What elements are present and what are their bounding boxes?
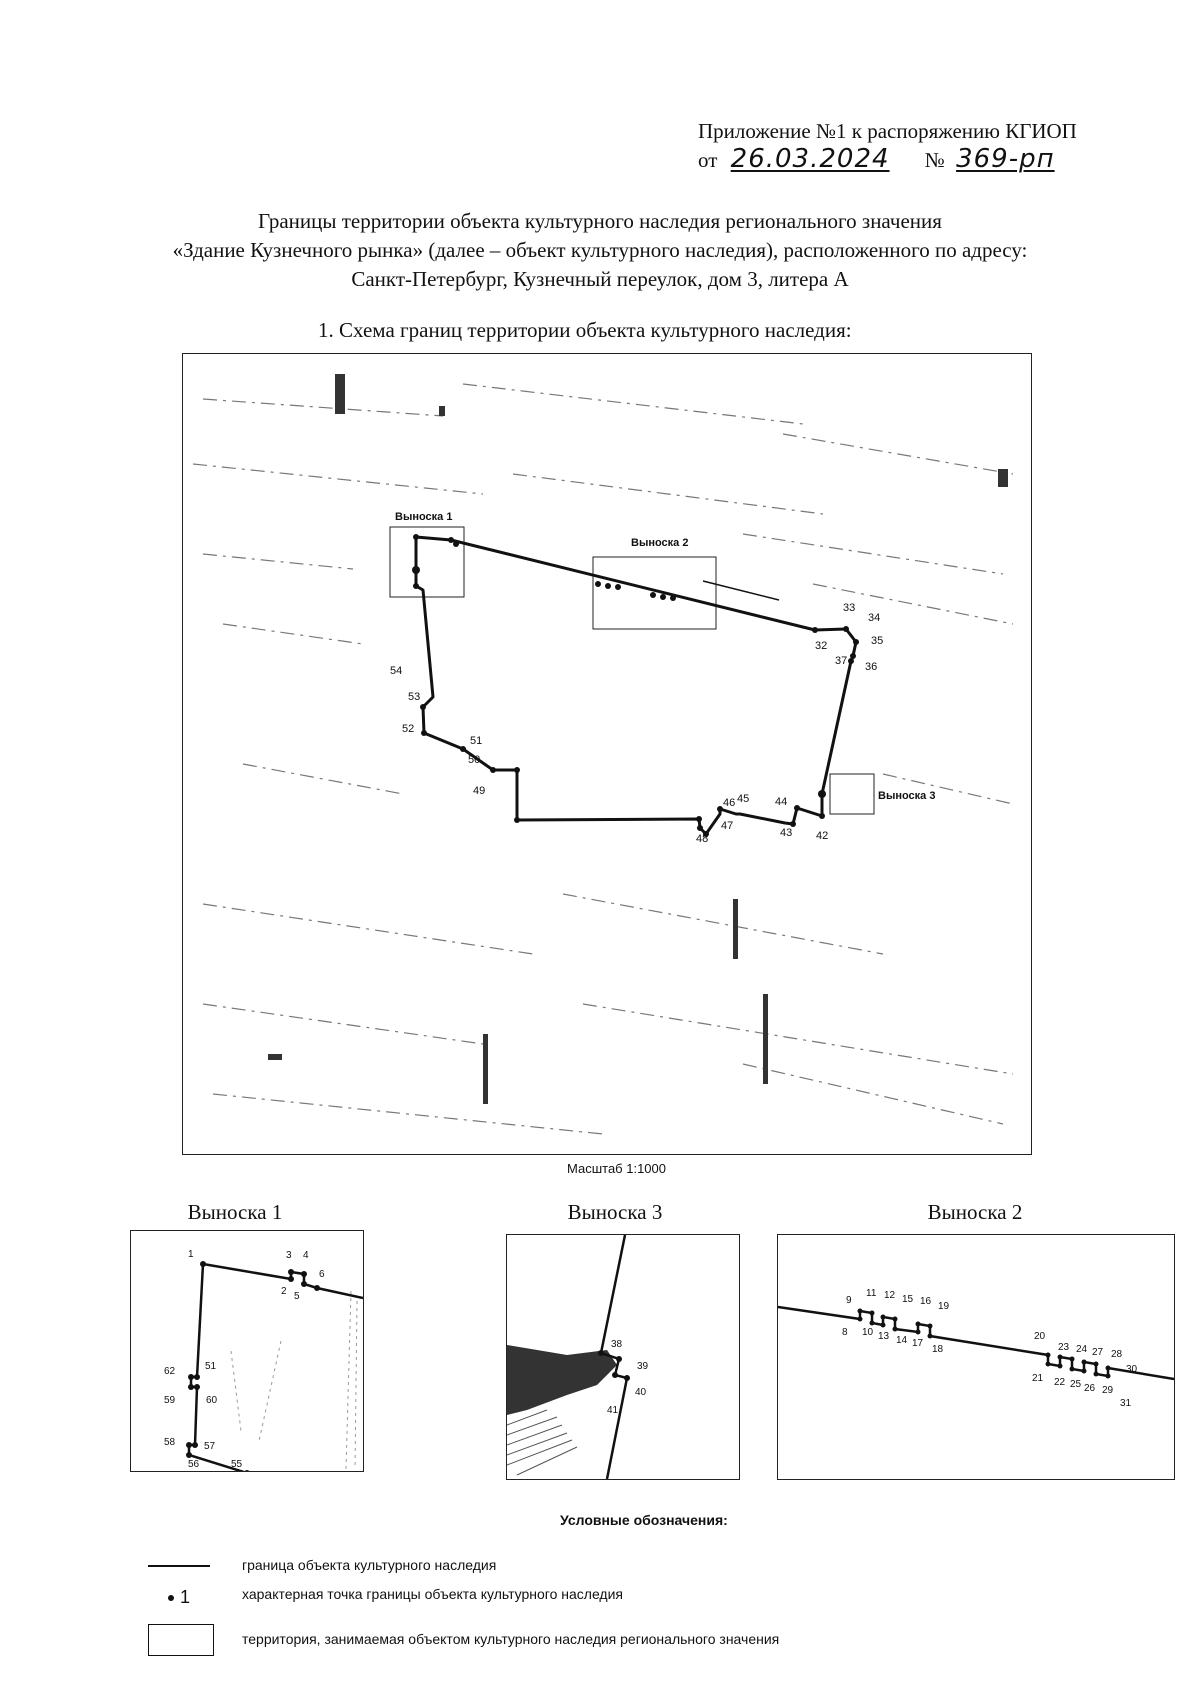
- point-label: 34: [868, 612, 881, 624]
- callout-3-label: Выноска 3: [878, 790, 936, 802]
- point-label: 1: [188, 1249, 194, 1260]
- point-label: 9: [846, 1295, 852, 1306]
- point-label: 55: [231, 1459, 243, 1470]
- order-date: 26.03.2024: [730, 144, 890, 174]
- callout-3-box: [830, 774, 874, 814]
- point-label: 52: [402, 723, 415, 735]
- point-label: 62: [164, 1366, 176, 1377]
- point-label: 57: [204, 1441, 216, 1452]
- north-line: [703, 581, 779, 600]
- point-label: 13: [878, 1331, 890, 1342]
- background-lines: [193, 384, 1013, 1134]
- point-label: 48: [696, 833, 709, 845]
- inset-1-caption: Выноска 1: [187, 1200, 283, 1224]
- inset-3-hatching: [507, 1410, 577, 1475]
- point-label: 26: [1084, 1383, 1096, 1394]
- point-label: 35: [871, 635, 884, 647]
- legend-boundary-symbol: [148, 1565, 210, 1567]
- point-label: 12: [884, 1290, 896, 1301]
- order-number: 369-рп: [956, 144, 1055, 174]
- point-label: 22: [1054, 1377, 1066, 1388]
- callout-1-label: Выноска 1: [395, 511, 453, 523]
- point-label: 43: [780, 827, 793, 839]
- point-label: 14: [896, 1335, 908, 1346]
- inset-1: [130, 1230, 364, 1472]
- point-label: 3: [286, 1250, 292, 1261]
- legend-title: Условные обозначения:: [560, 1512, 728, 1528]
- callout-2-label: Выноска 2: [631, 537, 689, 549]
- point-label: 38: [611, 1339, 623, 1350]
- point-label: 29: [1102, 1385, 1114, 1396]
- legend-point-number: 1: [180, 1587, 191, 1607]
- from-label: от: [698, 148, 718, 172]
- point-label: 32: [815, 640, 828, 652]
- point-label: 10: [862, 1327, 874, 1338]
- appendix-heading: Приложение №1 к распоряжению КГИОП: [698, 119, 1077, 143]
- point-labels: [390, 602, 883, 845]
- inset-2: [777, 1234, 1175, 1480]
- title-line-2: «Здание Кузнечного рынка» (далее – объект культурного наследия), расположенного по адресу:: [172, 238, 1028, 262]
- title-line-3: Санкт-Петербург, Кузнечный переулок, дом 3, литера А: [351, 267, 849, 291]
- point-label: 33: [843, 602, 856, 614]
- point-label: 28: [1111, 1349, 1123, 1360]
- inset-1-svg: [131, 1231, 363, 1471]
- point-label: 41: [607, 1405, 619, 1416]
- point-dot-icon: [168, 1595, 174, 1601]
- inset-3-svg: [507, 1235, 739, 1479]
- point-label: 11: [866, 1288, 877, 1299]
- main-map: [182, 353, 1032, 1155]
- inset-3: [506, 1234, 740, 1480]
- point-label: 15: [902, 1294, 914, 1305]
- point-label: 53: [408, 691, 421, 703]
- legend-point-symbol: [168, 1587, 190, 1608]
- inset-1-texture: [231, 1291, 357, 1469]
- legend-item-point: характерная точка границы объекта культурного наследия: [242, 1586, 623, 1602]
- number-label: №: [924, 148, 945, 172]
- map-scale: Масштаб 1:1000: [567, 1161, 666, 1176]
- legend-item-boundary: граница объекта культурного наследия: [242, 1557, 497, 1573]
- inset-2-svg: [778, 1235, 1174, 1479]
- order-line: [698, 146, 1055, 173]
- point-label: 47: [721, 820, 734, 832]
- point-label: 49: [473, 785, 486, 797]
- main-map-svg: [183, 354, 1031, 1154]
- point-label: 44: [775, 796, 788, 808]
- point-label: 19: [938, 1301, 950, 1312]
- point-label: 8: [842, 1327, 848, 1338]
- point-label: 31: [1120, 1398, 1132, 1409]
- point-label: 59: [164, 1395, 176, 1406]
- point-label: 56: [188, 1459, 200, 1470]
- point-label: 23: [1058, 1342, 1070, 1353]
- document-title: [0, 207, 1200, 294]
- point-label: 25: [1070, 1379, 1082, 1390]
- point-label: 39: [637, 1361, 649, 1372]
- point-label: 21: [1032, 1373, 1044, 1384]
- inset-2-boundary: [778, 1307, 1174, 1379]
- point-label: 51: [470, 735, 483, 747]
- point-label: 42: [816, 830, 829, 842]
- title-line-1: Границы территории объекта культурного наследия регионального значения: [258, 209, 942, 233]
- inset-1-boundary-west: [189, 1264, 247, 1471]
- point-label: 27: [1092, 1347, 1104, 1358]
- point-label: 30: [1126, 1364, 1138, 1375]
- point-label: 36: [865, 661, 878, 673]
- point-label: 24: [1076, 1344, 1088, 1355]
- point-label: 2: [281, 1286, 287, 1297]
- inset-2-caption: Выноска 2: [927, 1200, 1023, 1224]
- point-label: 20: [1034, 1331, 1046, 1342]
- section-heading: 1. Схема границ территории объекта культурного наследия:: [318, 318, 852, 342]
- point-label: 54: [390, 665, 403, 677]
- point-label: 17: [912, 1338, 924, 1349]
- point-label: 51: [205, 1361, 217, 1372]
- point-label: 4: [303, 1250, 309, 1261]
- point-label: 58: [164, 1437, 176, 1448]
- point-label: 60: [206, 1395, 218, 1406]
- point-label: 40: [635, 1387, 647, 1398]
- point-label: 5: [294, 1291, 300, 1302]
- point-label: 45: [737, 793, 750, 805]
- point-label: 46: [723, 797, 736, 809]
- point-label: 50: [468, 754, 481, 766]
- legend-territory-symbol: [148, 1624, 214, 1656]
- point-label: 37: [835, 655, 848, 667]
- point-label: 18: [932, 1344, 944, 1355]
- point-label: 16: [920, 1296, 932, 1307]
- legend-item-territory: территория, занимаемая объектом культурного наследия регионального значения: [242, 1631, 780, 1647]
- inset-3-caption: Выноска 3: [567, 1200, 663, 1224]
- point-label: 6: [319, 1269, 325, 1280]
